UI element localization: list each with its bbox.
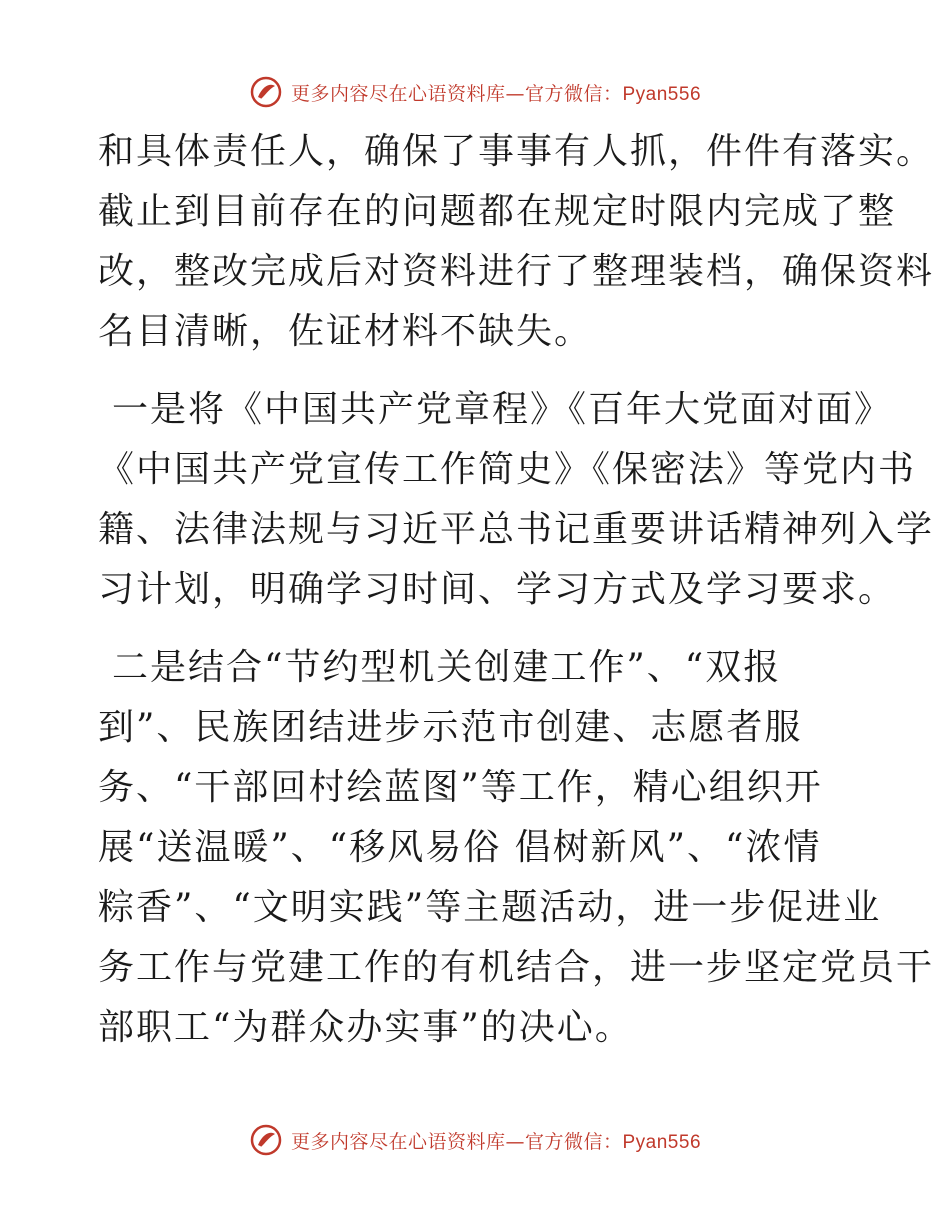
paragraph-1 bbox=[98, 122, 935, 362]
text-line: 和具体责任人，确保了事事有人抓，件件有落实。 bbox=[98, 131, 935, 172]
text-line: 务工作与党建工作的有机结合，进一步坚定党员干 bbox=[98, 947, 935, 988]
watermark-text: 更多内容尽在心语资料库—官方微信： bbox=[290, 1130, 623, 1153]
document-body bbox=[98, 122, 935, 1058]
text-line: 到”、民族团结进步示范市创建、志愿者服 bbox=[98, 707, 803, 748]
text-line: 籍、法律法规与习近平总书记重要讲话精神列入学 bbox=[98, 509, 935, 550]
watermark-text: 更多内容尽在心语资料库—官方微信： bbox=[290, 82, 623, 105]
text-line: 《中国共产党宣传工作简史》《保密法》等党内书 bbox=[98, 449, 917, 490]
watermark-handle: Pyan556 bbox=[622, 1131, 702, 1153]
watermark-handle: Pyan556 bbox=[622, 83, 702, 105]
text-line: 改，整改完成后对资料进行了整理装档，确保资料 bbox=[98, 251, 935, 292]
text-line: 名目清晰，佐证材料不缺失。 bbox=[98, 311, 593, 352]
paragraph-3 bbox=[98, 638, 935, 1058]
paragraph-2 bbox=[98, 380, 935, 620]
text-line: 务、“干部回村绘蓝图”等工作，精心组织开 bbox=[98, 767, 823, 808]
text-line: 习计划，明确学习时间、学习方式及学习要求。 bbox=[98, 569, 897, 610]
text-line: 二是结合“节约型机关创建工作”、“双报 bbox=[112, 647, 782, 688]
text-line: 展“送温暖”、“移风易俗 倡树新风”、“浓情 bbox=[98, 827, 822, 868]
text-line: 截止到目前存在的问题都在规定时限内完成了整 bbox=[98, 191, 897, 232]
pen-swirl-logo-icon bbox=[249, 1123, 283, 1157]
footer-watermark bbox=[0, 1120, 950, 1160]
header-watermark bbox=[0, 72, 950, 112]
pen-swirl-logo-icon bbox=[249, 75, 283, 109]
text-line: 一是将《中国共产党章程》《百年大党面对面》 bbox=[112, 389, 893, 430]
text-line: 粽香”、“文明实践”等主题活动，进一步促进业 bbox=[98, 887, 882, 928]
text-line: 部职工“为群众办实事”的决心。 bbox=[98, 1007, 633, 1048]
